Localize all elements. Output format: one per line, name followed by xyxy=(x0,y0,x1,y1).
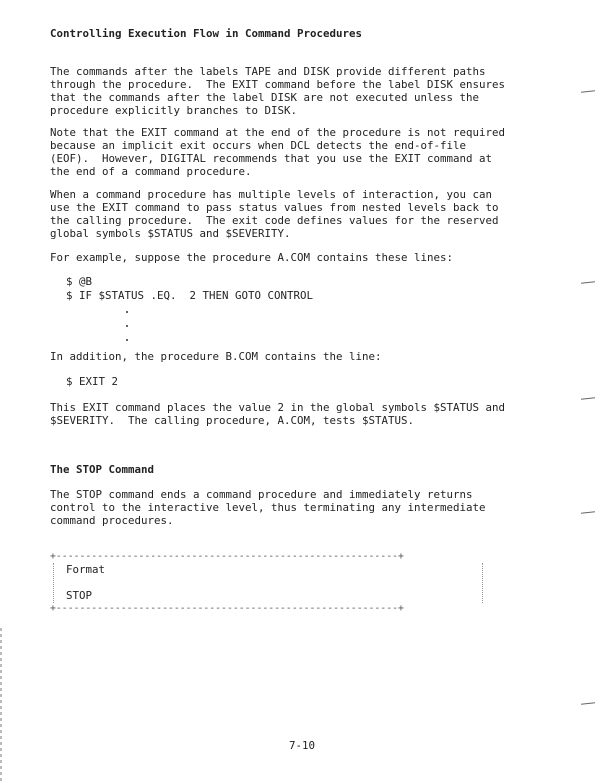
margin-mark xyxy=(581,702,595,704)
margin-mark xyxy=(581,511,595,513)
format-box-label: Format xyxy=(66,563,106,576)
ellipsis-dot xyxy=(126,311,128,313)
paragraph-example-intro: For example, suppose the procedure A.COM contains these lines: xyxy=(50,251,454,264)
code-line-if-status: $ IF $STATUS .EQ. 2 THEN GOTO CONTROL xyxy=(66,289,314,302)
format-box-top-border: +----------------------------------------------------------+ xyxy=(50,551,404,562)
format-box-left-border xyxy=(53,563,55,603)
code-line-exit-2: $ EXIT 2 xyxy=(66,375,119,388)
section-title: Controlling Execution Flow in Command Procedures xyxy=(50,27,363,40)
format-box-right-border xyxy=(482,563,484,603)
ellipsis-dot xyxy=(126,339,128,341)
format-box-bottom-border: +----------------------------------------------------------+ xyxy=(50,603,404,614)
margin-mark xyxy=(581,397,595,399)
code-line-call-b: $ @B xyxy=(66,275,93,288)
paragraph-stop-command: The STOP command ends a command procedure and immediately returns control to the interactive level, thus terminating any intermediate command procedures. xyxy=(50,488,486,527)
paragraph-b-com: In addition, the procedure B.COM contains the line: xyxy=(50,350,382,363)
margin-mark xyxy=(581,281,595,283)
paragraph-exit-explanation: This EXIT command places the value 2 in the global symbols $STATUS and $SEVERITY. The calling procedure, A.COM, tests $STATUS. xyxy=(50,401,506,427)
ellipsis-dot xyxy=(126,325,128,327)
margin-mark xyxy=(581,90,595,92)
format-box-syntax: STOP xyxy=(66,589,93,602)
paragraph-implicit-exit: Note that the EXIT command at the end of the procedure is not required because an implicit exit occurs when DCL detects the end-of-file (EOF). However, DIGITAL recommends that you use the EXIT command at the end of a command procedure. xyxy=(50,126,506,178)
paragraph-exit-paths: The commands after the labels TAPE and DISK provide different paths through the procedure. The EXIT command before the label DISK ensures that the commands after the label DISK are not executed unless the procedure explicitly branches to DISK. xyxy=(50,65,506,117)
page-number: 7-10 xyxy=(289,739,316,752)
scan-edge-mark xyxy=(0,628,2,783)
stop-command-heading: The STOP Command xyxy=(50,463,155,476)
paragraph-status-values: When a command procedure has multiple levels of interaction, you can use the EXIT command to pass status values from nested levels back to the calling procedure. The exit code defines values for the reserved global symbols $STATUS and $SEVERITY. xyxy=(50,188,499,240)
